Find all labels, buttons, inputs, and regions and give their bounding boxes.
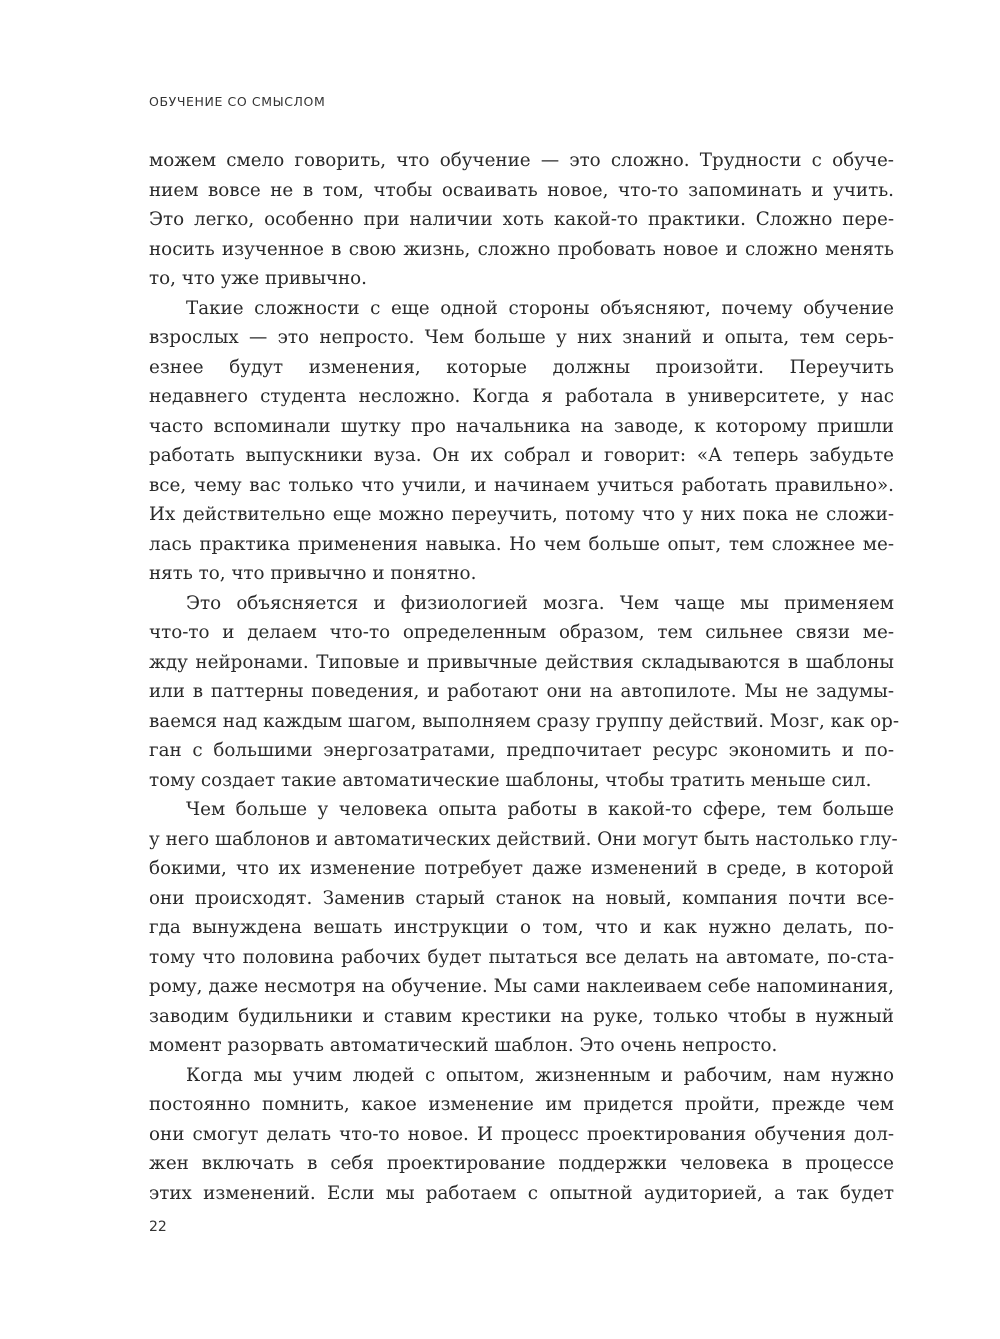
text-line: Это объясняется и физиологией мозга. Чем чаще мы применяем bbox=[186, 592, 894, 614]
text-line: что-то и делаем что-то определенным образом, тем сильнее связи ме- bbox=[149, 622, 894, 643]
text-line: носить изученное в свою жизнь, сложно пробовать новое и сложно менять bbox=[149, 238, 894, 260]
text-line: тому создает такие автоматические шаблоны, чтобы тратить меньше сил. bbox=[149, 769, 872, 791]
text-line: ган с большими энергозатратами, предпочитает ресурс экономить и по- bbox=[149, 740, 894, 761]
text-line: этих изменений. Если мы работаем с опытной аудиторией, а так будет bbox=[149, 1182, 894, 1204]
text-line: Такие сложности с еще одной стороны объясняют, почему обучение bbox=[186, 297, 894, 319]
text-line: или в паттерны поведения, и работают они на автопилоте. Мы не задумы- bbox=[149, 681, 894, 702]
text-line: ваемся над каждым шагом, выполняем сразу группу действий. Мозг, как ор- bbox=[149, 710, 900, 732]
body-text bbox=[149, 146, 900, 1208]
text-line: Это легко, особенно при наличии хоть какой-то практики. Сложно пере- bbox=[149, 209, 894, 230]
text-line: работать выпускники вуза. Он их собрал и говорит: «А теперь забудьте bbox=[149, 445, 894, 466]
text-line: недавнего студента несложно. Когда я работала в университете, у нас bbox=[149, 386, 894, 407]
text-line: тому что половина рабочих будет пытаться все делать на автомате, по-ста- bbox=[149, 946, 894, 968]
text-line: постоянно помнить, какое изменение им придется пройти, прежде чем bbox=[149, 1094, 894, 1115]
text-line: они смогут делать что-то новое. И процесс проектирования обучения дол- bbox=[149, 1123, 894, 1145]
text-line: момент разорвать автоматический шаблон. Это очень непросто. bbox=[149, 1035, 778, 1056]
text-line: нием вовсе не в том, чтобы осваивать новое, что-то запоминать и учить. bbox=[149, 179, 894, 201]
text-line: все, чему вас только что учили, и начинаем учиться работать правильно». bbox=[149, 474, 894, 496]
text-line: езнее будут изменения, которые должны произойти. Переучить bbox=[149, 356, 894, 378]
text-line: Их действительно еще можно переучить, потому что у них пока не сложи- bbox=[149, 504, 894, 525]
text-line: рому, даже несмотря на обучение. Мы сами наклеиваем себе напоминания, bbox=[149, 976, 894, 997]
text-line: Чем больше у человека опыта работы в какой-то сфере, тем больше bbox=[186, 799, 894, 820]
page-number: 22 bbox=[149, 1219, 167, 1235]
text-line: можем смело говорить, что обучение — это сложно. Трудности с обуче- bbox=[149, 150, 894, 171]
text-line: жен включать в себя проектирование поддержки человека в процессе bbox=[149, 1153, 894, 1174]
text-line: то, что уже привычно. bbox=[149, 268, 367, 289]
text-line: бокими, что их изменение потребует даже изменений в среде, в которой bbox=[149, 858, 894, 879]
text-line: заводим будильники и ставим крестики на руке, только чтобы в нужный bbox=[149, 1005, 894, 1027]
text-line: Когда мы учим людей с опытом, жизненным и рабочим, нам нужно bbox=[186, 1064, 894, 1086]
running-title: ОБУЧЕНИЕ СО СМЫСЛОМ bbox=[149, 94, 326, 109]
text-line: часто вспоминали шутку про начальника на заводе, к которому пришли bbox=[149, 415, 894, 437]
text-line: взрослых — это непросто. Чем больше у них знаний и опыта, тем серь- bbox=[149, 327, 894, 348]
text-line: у него шаблонов и автоматических действий. Они могут быть настолько глу- bbox=[149, 828, 898, 850]
text-line: нять то, что привычно и понятно. bbox=[149, 563, 477, 584]
text-line: лась практика применения навыка. Но чем больше опыт, тем сложнее ме- bbox=[149, 533, 894, 555]
text-line: они происходят. Заменив старый станок на новый, компания почти все- bbox=[149, 887, 894, 909]
text-line: гда вынуждена вешать инструкции о том, что и как нужно делать, по- bbox=[149, 917, 894, 938]
text-line: жду нейронами. Типовые и привычные действия складываются в шаблоны bbox=[149, 651, 894, 673]
